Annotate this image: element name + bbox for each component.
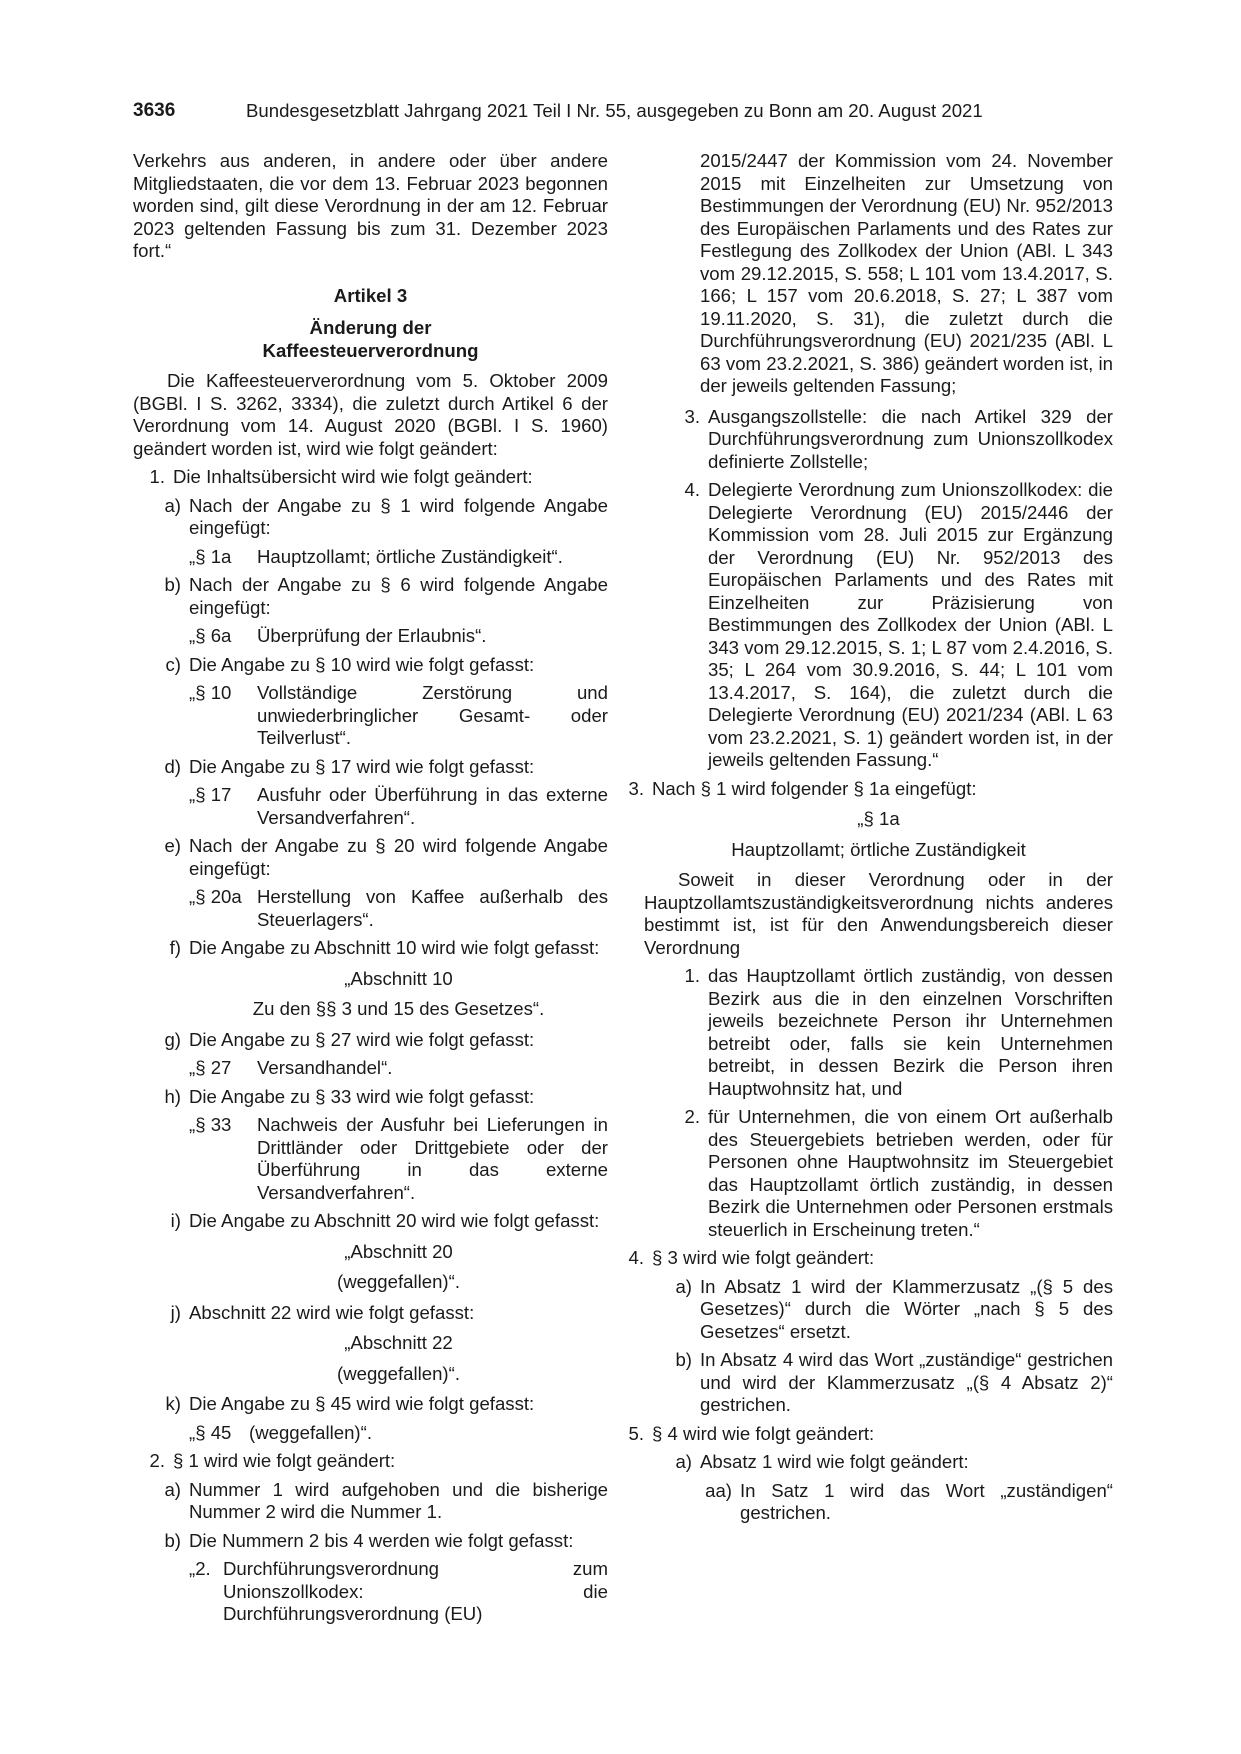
right-column bbox=[628, 150, 1113, 1531]
list-item: a) Absatz 1 wird wie folgt geändert: bbox=[675, 1451, 969, 1472]
list-item: 3. Nach § 1 wird folgender § 1a eingefügt: bbox=[628, 777, 977, 799]
continuation-paragraph: Verkehrs aus anderen, in andere oder über andere Mitgliedstaaten, die vor dem 13. Februar 2023 begonnen worden sind, gilt diese Verordnung in der am 12. Februar 2023 geltenden Fassung bis zum 31. Dezember 2023 fort.“ bbox=[133, 150, 608, 261]
list-item: h) Die Angabe zu § 33 wird wie folgt gefasst: bbox=[164, 1085, 535, 1107]
page-number: 3636 bbox=[133, 100, 176, 121]
definition-item: 4. Delegierte Verordnung zum Unionszollkodex: die Delegierte Verordnung (EU) 2015/2446 der Kommission vom 28. Juli 2015 zur Ergänzung der Verordnung (EU) Nr. 952/2013 des Europäischen Parlaments und des Rates mit Einzelheiten zur Präzisierung von Bestimmungen des Zollkodex der Union (ABl. L 343 vom 29.12.2015, S. 1; L 87 vom 2.4.2016, S. 35; L 264 vom 30.9.2016, S. 44; L 101 vom 13.4.2017, S. 164), die zuletzt durch die Delegierte Verordnung (EU) 2021/234 (ABl. L 63 vom 23.2.2021, S. 1) geändert worden ist, in der jeweils geltenden Fassung.“ bbox=[684, 479, 1113, 770]
list-item: a) Nach der Angabe zu § 1 wird folgende Angabe eingefügt: bbox=[164, 494, 608, 538]
quoted-entry: „§ 1a Hauptzollamt; örtliche Zuständigkeit“. bbox=[189, 545, 563, 567]
list-item: 5. § 4 wird wie folgt geändert: bbox=[628, 1422, 875, 1444]
list-item: e) Nach der Angabe zu § 20 wird folgende Angabe eingefügt: bbox=[164, 835, 608, 879]
centered-line: „Abschnitt 22 bbox=[344, 1332, 453, 1353]
list-item: k) Die Angabe zu § 45 wird wie folgt gefasst: bbox=[165, 1393, 535, 1414]
list-item: d) Die Angabe zu § 17 wird wie folgt gefasst: bbox=[164, 755, 535, 777]
centered-line: (weggefallen)“. bbox=[337, 1362, 460, 1384]
running-title: Bundesgesetzblatt Jahrgang 2021 Teil I Nr. 55, ausgegeben zu Bonn am 20. August 2021 bbox=[246, 100, 983, 121]
centered-line: „Abschnitt 10 bbox=[344, 967, 453, 989]
list-item: a) Nummer 1 wird aufgehoben und die bisherige Nummer 2 wird die Nummer 1. bbox=[164, 1478, 608, 1522]
quoted-entry: „§ 33 Nachweis der Ausfuhr bei Lieferungen in Drittländer oder Drittgebiete oder der Überführung in das externe Versandverfahren“. bbox=[189, 1114, 608, 1203]
list-item: j) Abschnitt 22 wird wie folgt gefasst: bbox=[170, 1301, 475, 1323]
list-item: g) Die Angabe zu § 27 wird wie folgt gefasst: bbox=[164, 1028, 535, 1050]
continuation-paragraph: 2015/2447 der Kommission vom 24. November 2015 mit Einzelheiten zur Umsetzung von Bestimmungen der Verordnung (EU) Nr. 952/2013 des Europäischen Parlaments und des Rates zur Festlegung des Zollkodex der Union (ABl. L 343 vom 29.12.2015, S. 558; L 101 vom 13.4.2017, S. 166; L 157 vom 20.6.2018, S. 27; L 387 vom 19.11.2020, S. 31), die zuletzt durch die Durchführungsverordnung (EU) 2021/235 (ABl. L 63 vom 23.2.2021, S. 386) geändert worden ist, in der jeweils geltenden Fassung; bbox=[700, 150, 1113, 396]
list-item: aa) In Satz 1 wird das Wort „zuständigen“ gestrichen. bbox=[705, 1479, 1113, 1523]
list-item: i) Die Angabe zu Abschnitt 20 wird wie folgt gefasst: bbox=[170, 1210, 600, 1231]
article-title-line-2: Kaffeesteuerverordnung bbox=[262, 339, 479, 361]
section-heading: „§ 1a bbox=[857, 808, 900, 829]
list-item: f) Die Angabe zu Abschnitt 10 wird wie folgt gefasst: bbox=[169, 937, 600, 958]
centered-line: „Abschnitt 20 bbox=[344, 1240, 453, 1262]
page-header bbox=[133, 100, 1113, 126]
quoted-entry: „§ 27 Versandhandel“. bbox=[189, 1057, 393, 1078]
section-intro: Soweit in dieser Verordnung oder in der Hauptzollamtszuständigkeitsverordnung nichts anderes bestimmt ist, ist für den Anwendungsbereich dieser Verordnung bbox=[644, 869, 1113, 958]
article-heading: Artikel 3 bbox=[333, 284, 408, 306]
section-title: Hauptzollamt; örtliche Zuständigkeit bbox=[731, 838, 1026, 860]
quoted-entry: „2. Durchführungsverordnung zum Unionszollkodex: die Durchführungsverordnung (EU) bbox=[189, 1558, 608, 1624]
centered-line: Zu den §§ 3 und 15 des Gesetzes“. bbox=[252, 998, 545, 1019]
quoted-entry: „§ 10 Vollständige Zerstörung und unwiederbringlicher Gesamt- oder Teilverlust“. bbox=[189, 682, 608, 748]
list-item: 1. das Hauptzollamt örtlich zuständig, von dessen Bezirk aus die in den einzelnen Vorschriften jeweils bezeichnete Person ihr Unternehmen betreibt oder, falls sie kein Unternehmen betreibt, in dessen Bezirk die Person ihren Hauptwohnsitz hat, und bbox=[684, 965, 1113, 1099]
list-item: b) Nach der Angabe zu § 6 wird folgende Angabe eingefügt: bbox=[164, 574, 608, 618]
quoted-entry: „§ 17 Ausfuhr oder Überführung in das externe Versandverfahren“. bbox=[189, 784, 608, 828]
quoted-entry: „§ 20a Herstellung von Kaffee außerhalb des Steuerlagers“. bbox=[189, 886, 608, 930]
list-item: a) In Absatz 1 wird der Klammerzusatz „(§ 5 des Gesetzes)“ durch die Wörter „nach § 5 des Gesetzes“ ersetzt. bbox=[675, 1275, 1113, 1342]
list-item: 4. § 3 wird wie folgt geändert: bbox=[628, 1247, 875, 1268]
definition-item: 3. Ausgangszollstelle: die nach Artikel 329 der Durchführungsverordnung zum Unionszollkodex definierte Zollstelle; bbox=[684, 405, 1113, 472]
left-column bbox=[133, 150, 608, 1632]
list-item: 1. Die Inhaltsübersicht wird wie folgt geändert: bbox=[149, 466, 533, 487]
article-intro: Die Kaffeesteuerverordnung vom 5. Oktober 2009 (BGBl. I S. 3262, 3334), die zuletzt durch Artikel 6 der Verordnung vom 14. August 2020 (BGBl. I S. 1960) geändert worden ist, wird wie folgt geändert: bbox=[133, 370, 608, 459]
list-item: b) Die Nummern 2 bis 4 werden wie folgt gefasst: bbox=[164, 1529, 574, 1551]
list-item: 2. § 1 wird wie folgt geändert: bbox=[149, 1450, 396, 1471]
centered-line: (weggefallen)“. bbox=[337, 1271, 460, 1292]
article-title-line-1: Änderung der bbox=[309, 317, 432, 338]
list-item: c) Die Angabe zu § 10 wird wie folgt gefasst: bbox=[165, 653, 535, 675]
list-item: b) In Absatz 4 wird das Wort „zuständige“ gestrichen und wird der Klammerzusatz „(§ 4 Absatz 2)“ gestrichen. bbox=[675, 1349, 1113, 1415]
list-item: 2. für Unternehmen, die von einem Ort außerhalb des Steuergebiets betrieben werden, oder für Personen ohne Hauptwohnsitz im Steuergebiet das Hauptzollamt örtlich zuständig, in dessen Bezirk die Unternehmen oder Personen erstmals steuerlich in Erscheinung treten.“ bbox=[684, 1106, 1113, 1240]
quoted-entry: „§ 45 (weggefallen)“. bbox=[189, 1421, 372, 1443]
quoted-entry: „§ 6a Überprüfung der Erlaubnis“. bbox=[189, 625, 487, 646]
